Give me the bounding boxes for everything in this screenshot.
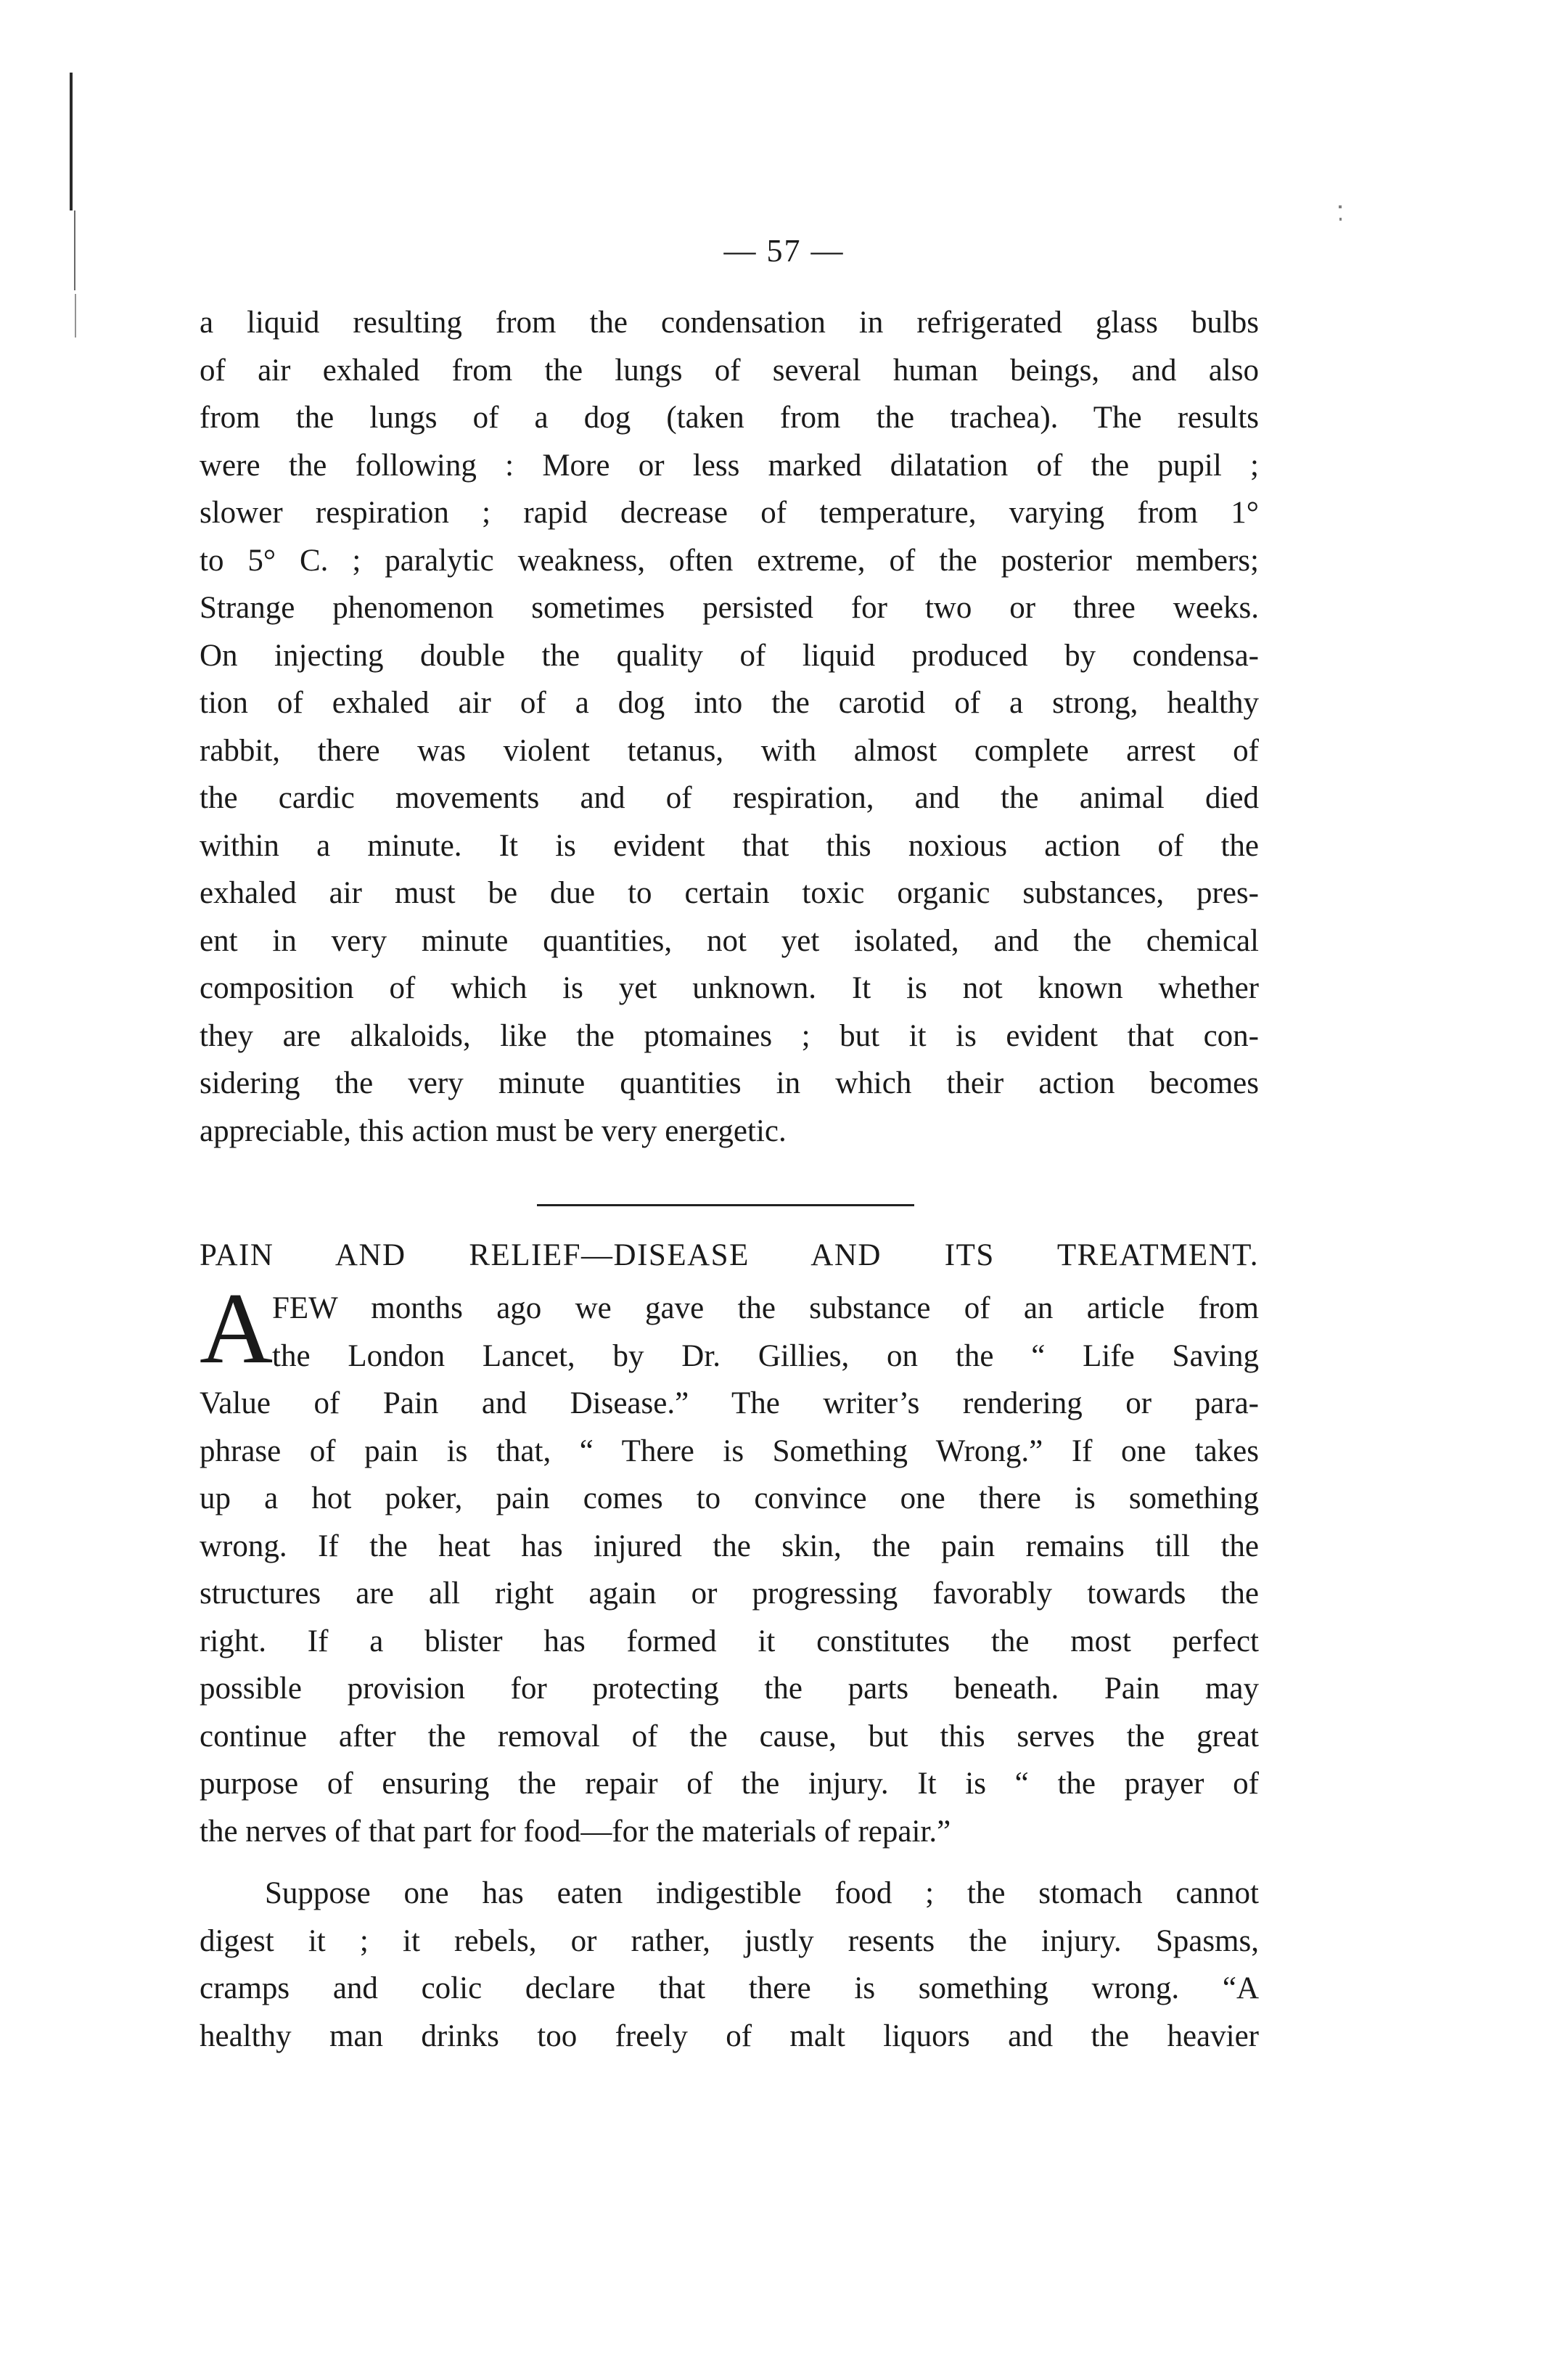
paragraph-continued <box>200 299 1259 1155</box>
text-line: a liquid resulting from the condensation in refrigerated glass bulbs <box>200 306 1259 340</box>
scan-margin-mark <box>75 294 76 337</box>
text-line: exhaled air must be due to certain toxic organic substances, pres- <box>200 876 1259 910</box>
text-line: within a minute. It is evident that this noxious action of the <box>200 828 1259 863</box>
text-line: tion of exhaled air of a dog into the carotid of a strong, healthy <box>200 686 1259 720</box>
text-line: rabbit, there was violent tetanus, with almost complete arrest of <box>200 733 1259 768</box>
text-line: the nerves of that part for food—for the materials of repair.” <box>200 1814 951 1849</box>
text-line: phrase of pain is that, “ There is Something Wrong.” If one takes <box>200 1433 1259 1468</box>
text-line: slower respiration ; rapid decrease of temperature, varying from 1° <box>200 496 1259 530</box>
text-line: ent in very minute quantities, not yet isolated, and the chemical <box>200 923 1259 958</box>
text-line: Value of Pain and Disease.” The writer’s rendering or para- <box>200 1386 1259 1420</box>
text-line: from the lungs of a dog (taken from the trachea). The results <box>200 401 1259 435</box>
section-heading: PAIN AND RELIEF—DISEASE AND ITS TREATMENT. <box>200 1238 1259 1272</box>
text-line: appreciable, this action must be very energetic. <box>200 1113 787 1148</box>
text-line: healthy man drinks too freely of malt liquors and the heavier <box>200 2018 1259 2053</box>
text-line: the cardic movements and of respiration, and the animal died <box>200 781 1259 815</box>
page-number: — 57 — <box>723 233 845 269</box>
text-line: right. If a blister has formed it constitutes the most perfect <box>200 1624 1259 1658</box>
text-line: composition of which is yet unknown. It is not known whether <box>200 971 1259 1005</box>
text-line: Strange phenomenon sometimes persisted for two or three weeks. <box>200 591 1259 625</box>
text-line: purpose of ensuring the repair of the injury. It is “ the prayer of <box>200 1767 1259 1801</box>
section-divider-rule <box>537 1204 914 1206</box>
text-line: sidering the very minute quantities in which their action becomes <box>200 1066 1259 1100</box>
article-paragraph <box>200 1870 1259 2060</box>
text-line: the London Lancet, by Dr. Gillies, on the “ Life Saving <box>272 1338 1259 1373</box>
article-paragraph <box>200 1285 1259 1855</box>
text-line: of air exhaled from the lungs of several human beings, and also <box>200 353 1259 388</box>
text-line: up a hot poker, pain comes to convince one there is something <box>200 1481 1259 1515</box>
scan-margin-mark <box>70 73 73 210</box>
text-line: to 5° C. ; paralytic weakness, often extreme, of the posterior members; <box>200 543 1259 578</box>
drop-cap-letter: A <box>200 1272 274 1385</box>
text-line: cramps and colic declare that there is something wrong. “A <box>200 1971 1259 2005</box>
text-line: On injecting double the quality of liquid produced by condensa- <box>200 638 1259 673</box>
text-line: FEW months ago we gave the substance of an article from <box>272 1291 1259 1325</box>
text-line: possible provision for protecting the parts beneath. Pain may <box>200 1672 1259 1706</box>
text-line: Suppose one has eaten indigestible food ; the stomach cannot <box>265 1876 1259 1910</box>
text-line: they are alkaloids, like the ptomaines ; but it is evident that con- <box>200 1018 1259 1053</box>
scan-speck <box>1339 205 1342 208</box>
scan-speck <box>1339 218 1342 221</box>
text-line: continue after the removal of the cause, but this serves the great <box>200 1719 1259 1754</box>
text-line: were the following : More or less marked dilatation of the pupil ; <box>200 448 1259 483</box>
text-line: structures are all right again or progressing favorably towards the <box>200 1576 1259 1611</box>
text-line: wrong. If the heat has injured the skin, the pain remains till the <box>200 1529 1259 1563</box>
text-line: digest it ; it rebels, or rather, justly resents the injury. Spasms, <box>200 1923 1259 1958</box>
